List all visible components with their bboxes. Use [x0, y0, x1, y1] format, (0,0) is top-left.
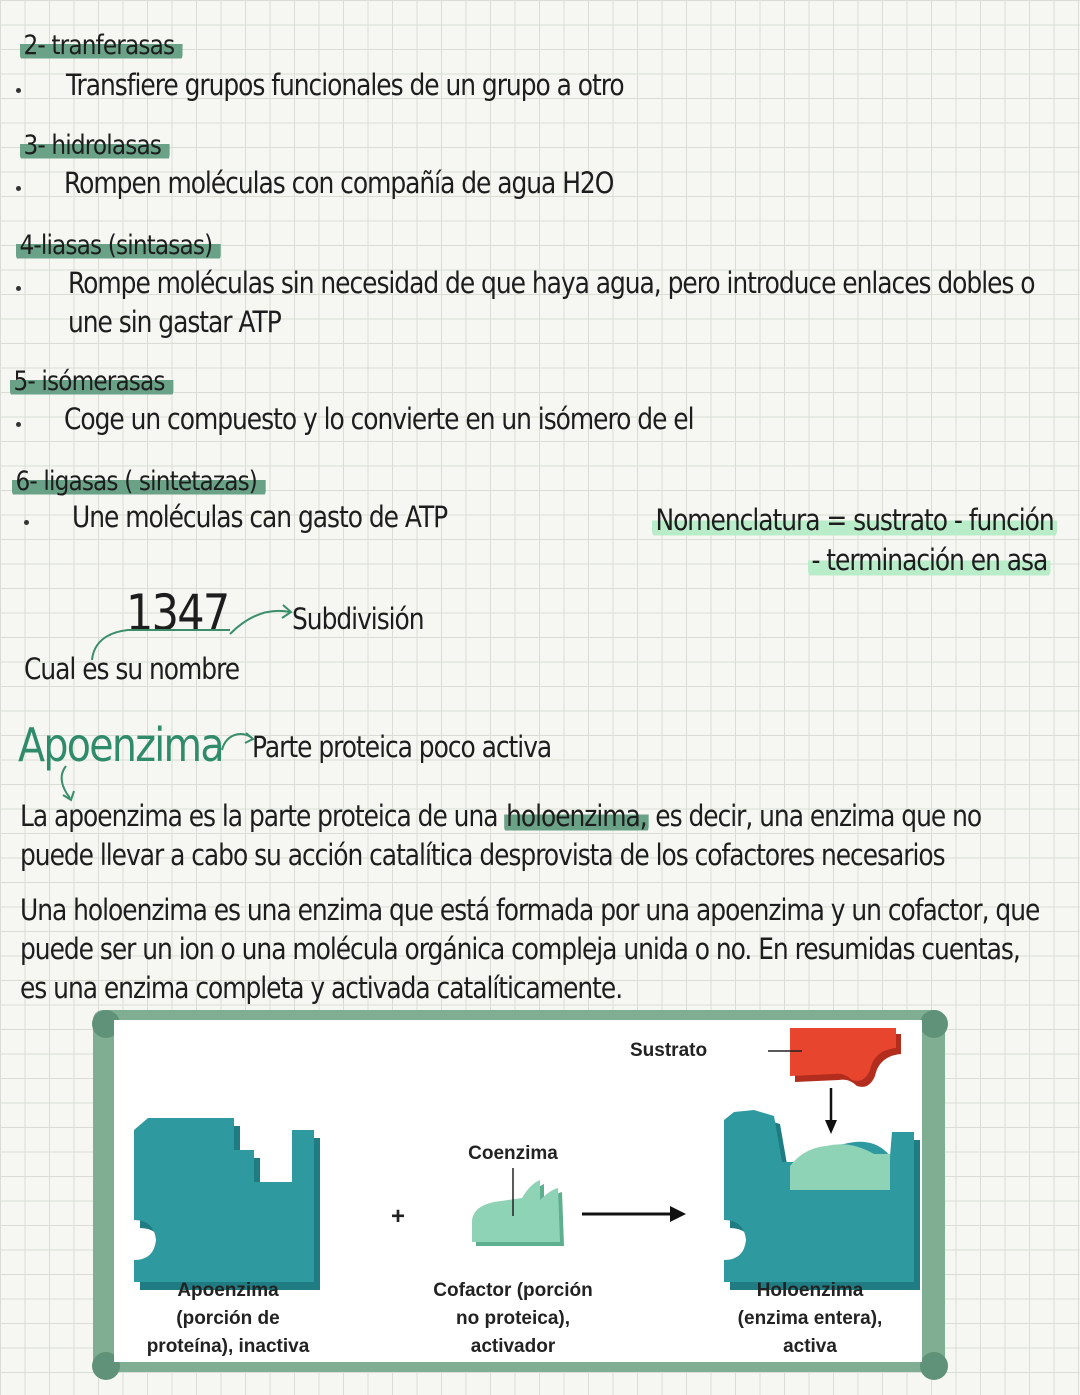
cofactor-caption	[403, 1277, 623, 1361]
apoenzyme-shape	[134, 1118, 320, 1290]
para1-highlight: holoenzima,	[506, 799, 647, 833]
text-transferasas: Transfiere grupos funcionales de un grupo a otro	[66, 68, 624, 102]
substrate-shape	[790, 1028, 901, 1087]
text-liasas-line1: Rompe moléculas sin necesidad de que haya agua, pero introduce enlaces dobles o	[68, 266, 1035, 300]
text-hidrolasas: Rompen moléculas con compañía de agua H2O	[64, 166, 614, 200]
coenzima-label: Coenzima	[468, 1143, 558, 1164]
holo-caption-line: Holoenzima	[756, 1280, 864, 1301]
cof-caption-line: no proteica),	[455, 1308, 570, 1329]
cofactor-shape	[472, 1168, 564, 1246]
cof-caption-line: activador	[470, 1336, 556, 1357]
heading-transferasas: 2- tranferasas	[20, 30, 183, 61]
text-isomerasas: Coge un compuesto y lo convierte en un isómero de el	[64, 402, 694, 436]
code-name-label: Cual es su nombre	[24, 652, 240, 686]
heading-isomerasas: 5- isómerasas	[10, 366, 173, 397]
heading-liasas: 4-liasas (sintasas)	[16, 230, 221, 261]
cof-caption-line: Cofactor (porción	[433, 1280, 593, 1301]
bullet	[24, 520, 29, 525]
bullet	[16, 186, 21, 191]
code-number: 1347	[126, 584, 229, 642]
sustrato-label: Sustrato	[630, 1040, 708, 1061]
text-liasas-line2: une sin gastar ATP	[68, 305, 281, 339]
holoenzima-caption	[700, 1277, 920, 1361]
heading-hidrolasas: 3- hidrolasas	[20, 130, 170, 161]
apoenzima-title: Apoenzima	[18, 718, 223, 772]
holo-caption-line: activa	[783, 1336, 837, 1357]
text-ligasas: Une moléculas can gasto de ATP	[72, 500, 448, 534]
bullet	[16, 286, 21, 291]
nomenclatura-line2: - terminación en asa	[808, 543, 1051, 577]
bullet	[16, 422, 21, 427]
apo-caption-line: proteína), inactiva	[146, 1336, 310, 1357]
nomenclatura-line1: Nomenclatura = sustrato - función	[652, 503, 1057, 537]
para1-text-before: La apoenzima es la parte proteica de una	[20, 799, 505, 833]
bullet	[16, 88, 21, 93]
para1-text-after: es decir, una enzima que no puede llevar a cabo su acción catalítica desprovista de los cofactores necesarios	[20, 799, 982, 872]
apo-caption-line: Apoenzima	[177, 1280, 279, 1301]
reaction-arrow-icon	[582, 1206, 686, 1222]
plus-sign: +	[391, 1203, 406, 1230]
apoenzima-paragraph-2: Una holoenzima es una enzima que está formada por una apoenzima y un cofactor, que puede ser un ion o una molécula orgánica compleja unida o no. En resumidas cuentas, es una enzima completa y activada catalíticamente.	[20, 893, 1040, 1005]
code-subdivision: Subdivisión	[292, 602, 424, 636]
holoenzyme-shape	[724, 1110, 920, 1290]
frame-knob	[920, 1352, 948, 1380]
frame-knob	[920, 1010, 948, 1038]
apo-caption-line: (porción de	[176, 1308, 280, 1329]
holo-caption-line: (enzima entera),	[737, 1308, 883, 1329]
apoenzima-subtitle: Parte proteica poco activa	[252, 730, 552, 764]
apoenzima-paragraph-1	[20, 797, 1043, 875]
binding-arrow-icon	[825, 1088, 837, 1134]
apoenzima-caption	[118, 1277, 338, 1361]
heading-ligasas: 6- ligasas ( sintetazas)	[12, 466, 266, 497]
